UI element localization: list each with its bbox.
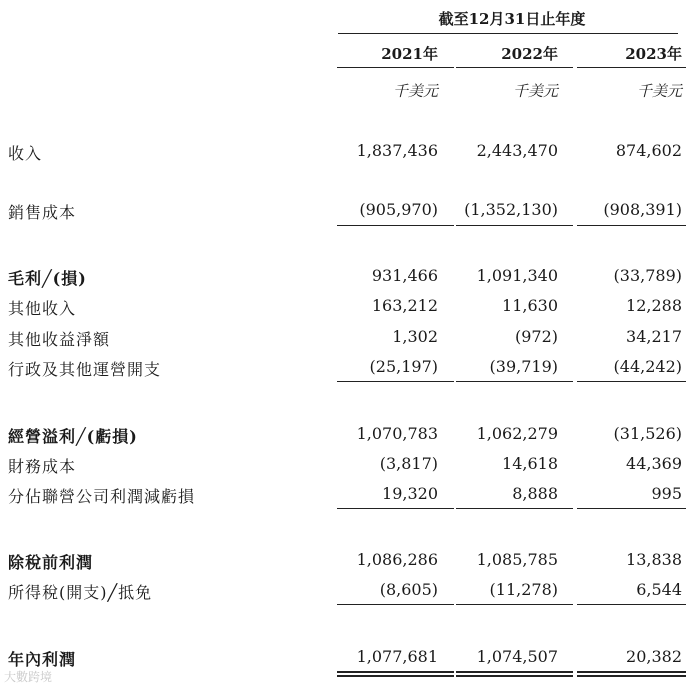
row-value: (972) [514, 327, 558, 346]
unit-label: 千美元 [392, 82, 438, 100]
subtotal-rule [577, 225, 686, 226]
row-value: 8,888 [512, 484, 558, 503]
subtotal-rule [337, 225, 454, 226]
subtotal-rule [456, 225, 573, 226]
row-label-revenue: 收入 [8, 144, 43, 163]
row-value: 34,217 [626, 327, 682, 346]
row-value: 1,074,507 [476, 647, 558, 666]
row-value: 14,618 [502, 454, 558, 473]
row-label-income-tax: 所得稅(開支)╱抵免 [8, 583, 153, 602]
row-value: 1,837,436 [356, 141, 438, 160]
row-value: (905,970) [359, 200, 438, 219]
row-value: 6,544 [636, 580, 682, 599]
row-value: 20,382 [626, 647, 682, 666]
row-label-admin-expenses: 行政及其他運營開支 [8, 360, 162, 379]
subtotal-rule [577, 381, 686, 382]
subtotal-rule [337, 508, 454, 509]
total-double-rule [577, 671, 686, 677]
unit-label: 千美元 [636, 82, 682, 100]
subtotal-rule [577, 508, 686, 509]
unit-label: 千美元 [512, 82, 558, 100]
row-label-other-gains-net: 其他收益淨額 [8, 330, 111, 349]
row-value: 12,288 [626, 296, 682, 315]
row-value: (8,605) [379, 580, 438, 599]
period-header: 截至12月31日止年度 [438, 10, 586, 28]
row-value: (3,817) [379, 454, 438, 473]
row-value: 1,302 [392, 327, 438, 346]
year-divider [337, 67, 454, 68]
row-value: (31,526) [613, 424, 682, 443]
subtotal-rule [456, 508, 573, 509]
row-value: 13,838 [626, 550, 682, 569]
row-value: 1,062,279 [476, 424, 558, 443]
subtotal-rule [456, 381, 573, 382]
row-label-profit-before-tax: 除稅前利潤 [8, 553, 94, 572]
year-divider [456, 67, 573, 68]
row-value: 2,443,470 [476, 141, 558, 160]
header-divider [338, 33, 678, 34]
row-value: (25,197) [369, 357, 438, 376]
watermark: 大數跨境 [4, 670, 53, 684]
subtotal-rule [456, 604, 573, 605]
row-label-share-of-associates: 分佔聯營公司利潤減虧損 [8, 487, 196, 506]
row-label-profit-for-year: 年內利潤 [8, 650, 77, 669]
row-value: 1,085,785 [476, 550, 558, 569]
row-value: 995 [651, 484, 682, 503]
row-label-other-income: 其他收入 [8, 299, 77, 318]
year-2021-header: 2021年 [381, 45, 438, 63]
row-label-gross-profit: 毛利╱(損) [8, 269, 87, 288]
row-label-operating-profit: 經營溢利╱(虧損) [8, 427, 138, 446]
row-label-cost-of-sales: 銷售成本 [8, 203, 77, 222]
row-value: 1,091,340 [476, 266, 558, 285]
row-value: 1,077,681 [356, 647, 438, 666]
row-value: 1,086,286 [356, 550, 438, 569]
total-double-rule [456, 671, 573, 677]
row-value: (1,352,130) [464, 200, 558, 219]
row-value: (39,719) [489, 357, 558, 376]
row-value: 44,369 [626, 454, 682, 473]
year-divider [577, 67, 686, 68]
subtotal-rule [577, 604, 686, 605]
row-value: 1,070,783 [356, 424, 438, 443]
year-2023-header: 2023年 [625, 45, 682, 63]
row-value: 163,212 [371, 296, 438, 315]
row-value: (908,391) [603, 200, 682, 219]
subtotal-rule [337, 604, 454, 605]
year-2022-header: 2022年 [501, 45, 558, 63]
row-label-finance-costs: 財務成本 [8, 457, 77, 476]
row-value: 11,630 [502, 296, 558, 315]
total-double-rule [337, 671, 454, 677]
row-value: 19,320 [382, 484, 438, 503]
row-value: (33,789) [613, 266, 682, 285]
row-value: 931,466 [371, 266, 438, 285]
row-value: (11,278) [489, 580, 558, 599]
row-value: 874,602 [615, 141, 682, 160]
row-value: (44,242) [613, 357, 682, 376]
subtotal-rule [337, 381, 454, 382]
